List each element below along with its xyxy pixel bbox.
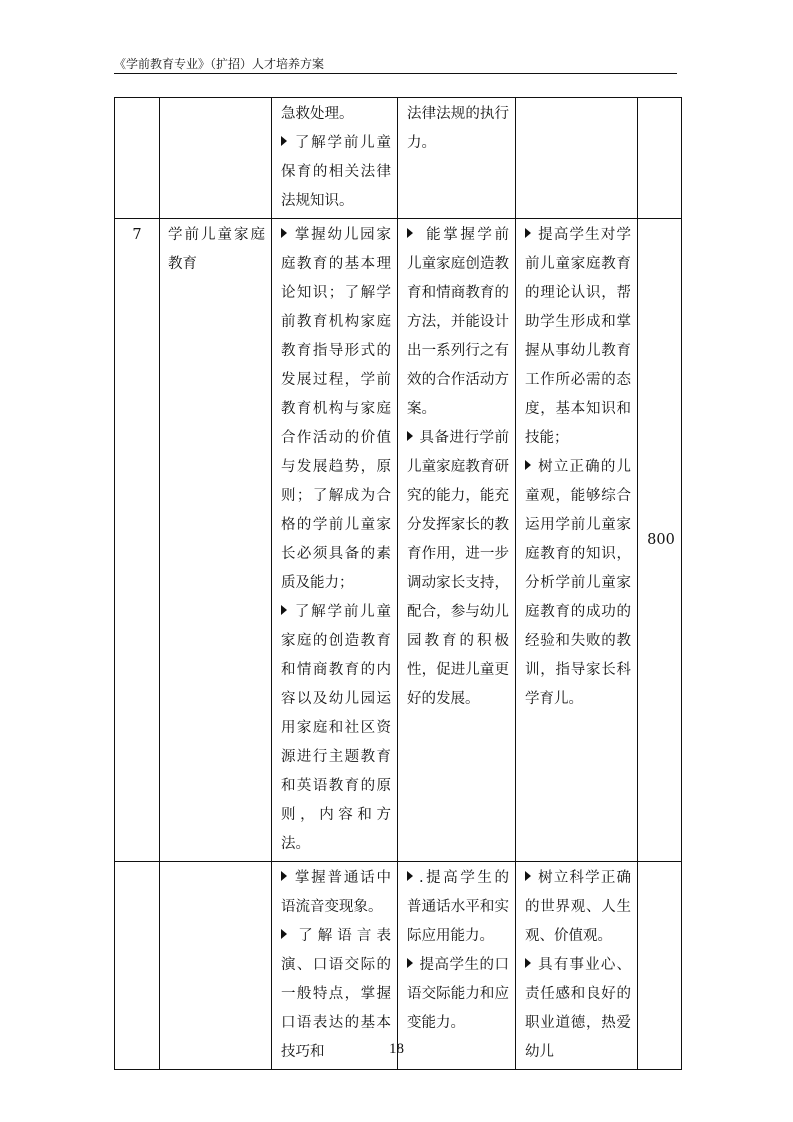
course-hours-cell bbox=[638, 98, 682, 219]
list-item: 掌握普通话中语流音变现象。 bbox=[281, 870, 391, 915]
bullet-icon bbox=[281, 605, 287, 615]
quality-objectives-cell bbox=[516, 98, 638, 219]
course-name-cell bbox=[160, 862, 272, 1070]
ability-objectives bbox=[398, 219, 515, 716]
list-item: 法律法规的执行力。 bbox=[407, 106, 509, 151]
list-item: 了解语言表演、口语交际的一般特点，掌握口语表达的基本技巧和 bbox=[281, 928, 391, 1060]
knowledge-objectives bbox=[272, 98, 397, 218]
list-item: 掌握幼儿园家庭教育的基本理论知识；了解学前教育机构家庭教育指导形式的发展过程，学前教育机构与家庭合作活动的价值与发展趋势，原则；了解成为合格的学前儿童家长必须具备的素质及能力； bbox=[281, 227, 391, 591]
bullet-icon bbox=[525, 228, 531, 238]
quality-objectives bbox=[516, 219, 637, 716]
knowledge-objectives bbox=[272, 219, 397, 861]
table-row bbox=[115, 862, 682, 1070]
knowledge-objectives bbox=[272, 862, 397, 1069]
course-hours-cell bbox=[638, 219, 682, 862]
bullet-icon bbox=[281, 228, 287, 238]
bullet-icon bbox=[407, 228, 413, 238]
course-hours: 800 bbox=[647, 531, 675, 548]
ability-objectives bbox=[398, 862, 515, 1040]
list-item: 树立科学正确的世界观、人生观、价值观。 bbox=[525, 870, 631, 944]
row-number-cell bbox=[115, 862, 160, 1070]
bullet-icon bbox=[525, 460, 531, 470]
bullet-icon bbox=[281, 136, 287, 146]
header-rule bbox=[114, 73, 677, 74]
bullet-icon bbox=[407, 871, 413, 881]
bullet-icon bbox=[407, 431, 413, 441]
document-header-title: 《学前教育专业》（扩招）人才培养方案 bbox=[114, 57, 325, 71]
ability-objectives bbox=[398, 98, 515, 160]
bullet-icon bbox=[525, 871, 531, 881]
course-name bbox=[160, 862, 271, 866]
list-item: 具备进行学前儿童家庭教育研究的能力，能充分发挥家长的教育作用，进一步调动家长支持，配合，参与幼儿园教育的积极性，促进儿童更好的发展。 bbox=[407, 430, 509, 707]
course-name-cell bbox=[160, 219, 272, 862]
row-number-cell bbox=[115, 219, 160, 862]
ability-objectives-cell bbox=[398, 219, 516, 862]
page-number: 18 bbox=[389, 1041, 404, 1057]
quality-objectives-cell bbox=[516, 219, 638, 862]
course-name: 学前儿童家庭教育 bbox=[168, 227, 265, 272]
bullet-icon bbox=[281, 871, 287, 881]
list-item: 急救处理。 bbox=[281, 106, 354, 122]
course-hours bbox=[638, 156, 681, 160]
list-item: 能掌握学前儿童家庭创造教育和情商教育的方法，并能设计出一系列行之有效的合作活动方案。 bbox=[407, 227, 509, 417]
ability-objectives-cell bbox=[398, 98, 516, 219]
row-number-cell bbox=[115, 98, 160, 219]
row-number bbox=[115, 862, 159, 866]
course-hours bbox=[638, 964, 681, 968]
table-row bbox=[115, 219, 682, 862]
list-item: .提高学生的普通话水平和实际应用能力。 bbox=[407, 870, 509, 944]
list-item: 了解学前儿童家庭的创造教育和情商教育的内容以及幼儿园运用家庭和社区资源进行主题教育和英语教育的原则，内容和方法。 bbox=[281, 604, 391, 852]
quality-objectives bbox=[516, 98, 637, 102]
knowledge-objectives-cell bbox=[272, 862, 398, 1070]
row-number bbox=[115, 98, 159, 102]
ability-objectives-cell bbox=[398, 862, 516, 1070]
list-item: 了解学前儿童保育的相关法律法规知识。 bbox=[281, 135, 391, 209]
bullet-icon bbox=[281, 929, 287, 939]
table-row bbox=[115, 98, 682, 219]
course-name-cell bbox=[160, 98, 272, 219]
bullet-icon bbox=[407, 958, 413, 968]
list-item: 具有事业心、责任感和良好的职业道德，热爱幼儿 bbox=[525, 957, 631, 1060]
course-name bbox=[160, 98, 271, 102]
knowledge-objectives-cell bbox=[272, 98, 398, 219]
quality-objectives bbox=[516, 862, 637, 1069]
list-item: 提高学生的口语交际能力和应变能力。 bbox=[407, 957, 509, 1031]
bullet-icon bbox=[525, 958, 531, 968]
curriculum-table bbox=[114, 97, 682, 1070]
row-number: 7 bbox=[132, 227, 142, 243]
knowledge-objectives-cell bbox=[272, 219, 398, 862]
list-item: 提高学生对学前儿童家庭教育的理论认识，帮助学生形成和掌握从事幼儿教育工作所必需的态度，基本知识和技能； bbox=[525, 227, 631, 446]
course-hours-cell bbox=[638, 862, 682, 1070]
quality-objectives-cell bbox=[516, 862, 638, 1070]
list-item: 树立正确的儿童观，能够综合运用学前儿童家庭教育的知识，分析学前儿童家庭教育的成功的经验和失败的教训，指导家长科学育儿。 bbox=[525, 459, 631, 707]
